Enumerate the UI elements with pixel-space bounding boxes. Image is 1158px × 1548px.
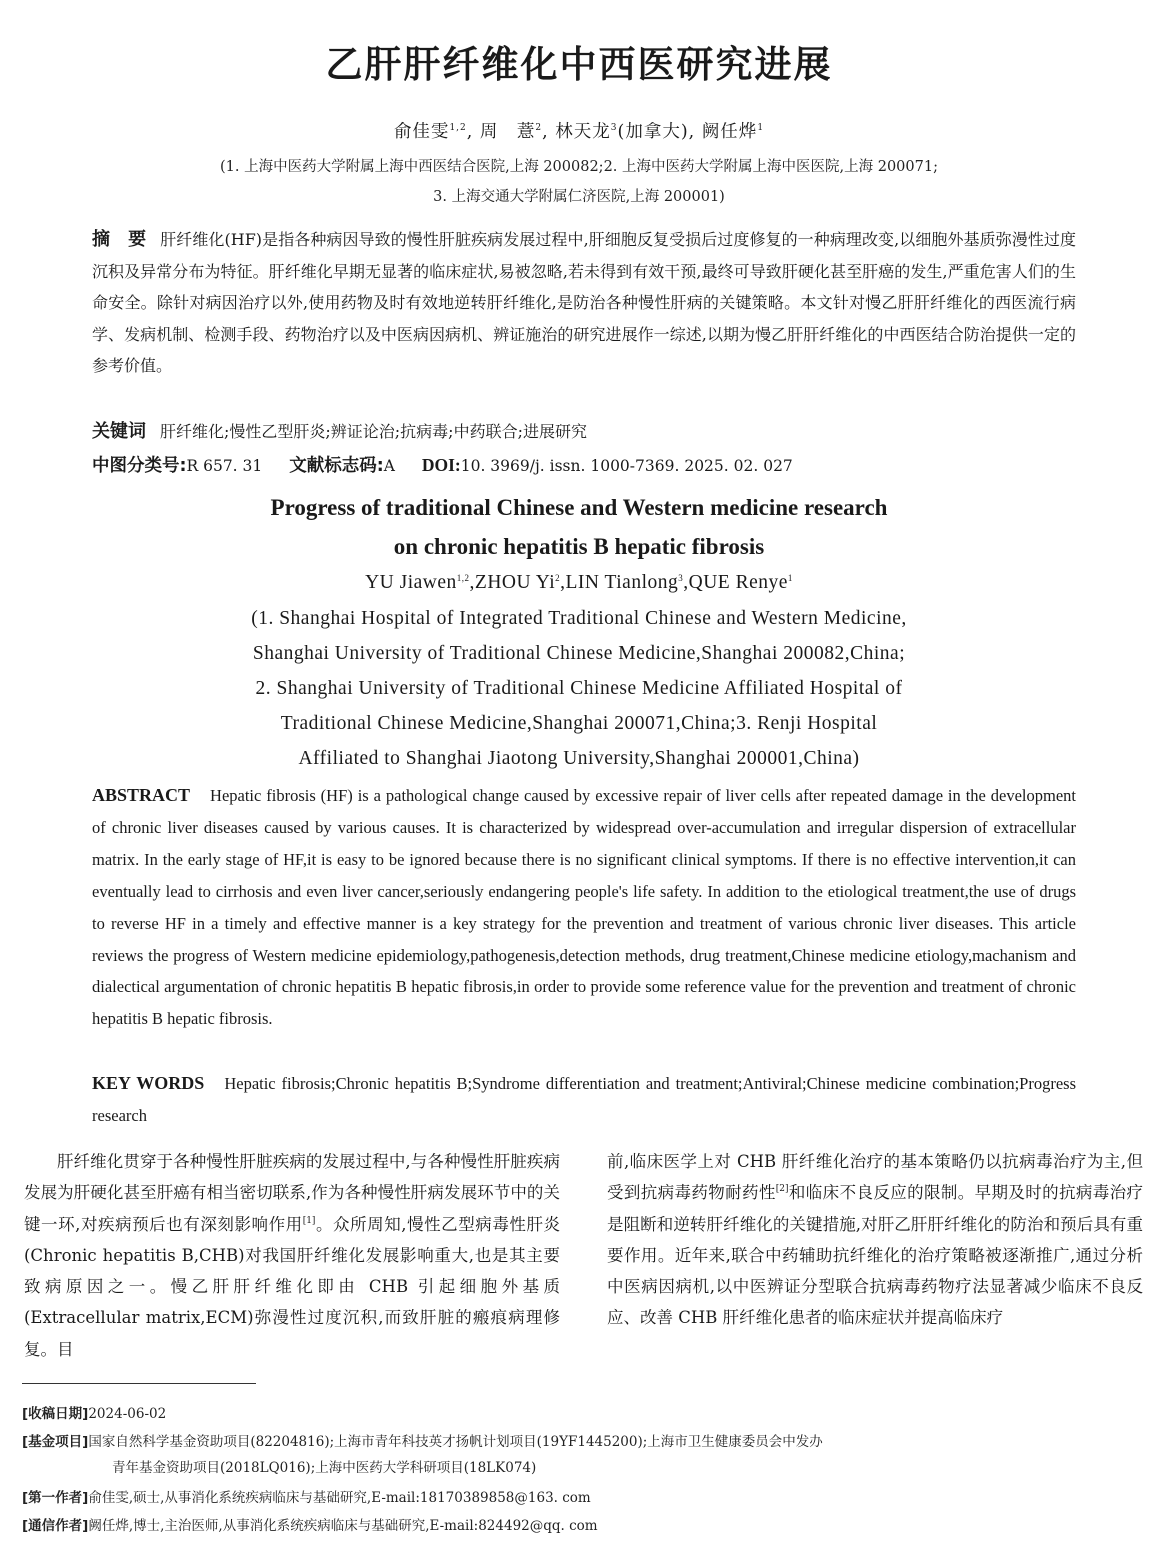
footnote-received: [22, 1402, 166, 1426]
en-abstract-label: ABSTRACT: [92, 785, 191, 805]
body-column-left: [24, 1146, 560, 1365]
en-author: LIN Tianlong: [565, 572, 679, 593]
author-sup: 3: [678, 573, 684, 583]
author-sup: 2: [535, 123, 543, 133]
doi-value: 10. 3969/j. issn. 1000-7369. 2025. 02. 027: [460, 457, 793, 475]
en-author: YU Jiawen: [365, 572, 457, 593]
zh-author: 周 薏: [479, 122, 536, 142]
zh-keywords-text: 肝纤维化;慢性乙型肝炎;辨证论治;抗病毒;中药联合;进展研究: [160, 422, 587, 441]
author-sup: 2: [555, 573, 561, 583]
clc-label: 中图分类号:: [92, 456, 187, 476]
footnote-label: [第一作者]: [22, 1490, 89, 1506]
body-paragraph: [24, 1146, 560, 1365]
citation-ref[interactable]: [2]: [775, 1184, 789, 1195]
body-column-right: [607, 1146, 1143, 1334]
footnote-value: 俞佳雯,硕士,从事消化系统疾病临床与基础研究,E-mail:18170389858@163. com: [88, 1490, 591, 1506]
author-sup: 1: [757, 123, 765, 133]
footnote-value: 2024-06-02: [88, 1406, 167, 1422]
footnote-label: [通信作者]: [22, 1518, 89, 1534]
author-sup: 1: [787, 573, 793, 583]
body-paragraph: [607, 1146, 1143, 1334]
zh-keywords: [92, 416, 1076, 448]
zh-author: 林天龙: [555, 122, 611, 142]
zh-author: 俞佳雯: [393, 122, 450, 142]
en-abstract-text: Hepatic fibrosis (HF) is a pathological change caused by excessive repair of liver cells after repeated damage in the development of chronic liver diseases caused by various causes. It is characterized by widespread over-accumulation and irregular dispersion of extracellular matrix. In the early stage of HF,it is easy to be ignored because there is no significant clinical symptoms. If there is no effective intervention,it can eventually lead to cirrhosis and even liver cancer,seriously endangering people's life safety. In addition to the etiological treatment,the use of drugs to reverse HF in a timely and effective manner is a key strategy for the prevention and treatment of various chronic liver diseases. This article reviews the progress of Western medicine epidemiology,pathogenesis,detection methods, drug treatment,Chinese medicine etiology,machanism and dialectical argumentation of chronic hepatitis B hepatic fibrosis,in order to provide some reference value for the prevention and treatment of chronic hepatitis B hepatic fibrosis.: [92, 786, 1076, 1029]
clc-value: R 657. 31: [186, 457, 263, 475]
zh-keywords-label: 关键词: [92, 421, 146, 442]
footnote-divider: [22, 1383, 256, 1384]
en-author-list: YU Jiawen$^{1,2}$,ZHOU Yi$^2$,LIN Tianlong$^3$,QUE Renye$^1$: [365, 572, 793, 593]
author-note: (加拿大): [617, 122, 689, 142]
en-keywords-text: Hepatic fibrosis;Chronic hepatitis B;Syndrome differentiation and treatment;Antiviral;Chinese medicine combination;Progress research: [92, 1074, 1077, 1125]
classification-line: [92, 452, 793, 477]
author-sup: 1,2: [456, 573, 470, 583]
footnote-value: 阙任烨,博士,主治医师,从事消化系统疾病临床与基础研究,E-mail:824492@qq. com: [88, 1518, 598, 1534]
en-affiliation-line: Affiliated to Shanghai Jiaotong University,Shanghai 200001,China): [298, 748, 860, 769]
body-text: 前,临床医学上对 CHB 肝纤维化治疗的基本策略仍以抗病毒治疗为主,但受到抗病毒药物耐药性: [607, 1152, 1143, 1203]
author-sup: 3: [610, 123, 618, 133]
footnote-first-author: [22, 1486, 591, 1510]
body-text: 和临床不良反应的限制。早期及时的抗病毒治疗是阻断和逆转肝纤维化的关键措施,对肝乙肝肝纤维化的防治和预后具有重要作用。近年来,联合中药辅助抗纤维化的治疗策略被逐渐推广,通过分析中医病因病机,以中医辨证分型联合抗病毒药物疗法显著减少临床不良反应、改善 CHB 肝纤维化患者的临床症状并提高临床疗: [607, 1183, 1144, 1328]
zh-abstract-text: 肝纤维化(HF)是指各种病因导致的慢性肝脏疾病发展过程中,肝细胞反复受损后过度修复的一种病理改变,以细胞外基质弥漫性过度沉积及异常分布为特征。肝纤维化早期无显著的临床症状,易被忽略,若未得到有效干预,最终可导致肝硬化甚至肝癌的发生,严重危害人们的生命安全。除针对病因治疗以外,使用药物及时有效地逆转肝纤维化,是防治各种慢性肝病的关键策略。本文针对慢乙肝肝纤维化的西医流行病学、发病机制、检测手段、药物治疗以及中医病因病机、辨证施治的研究进展作一综述,以期为慢乙肝肝纤维化的中西医结合防治提供一定的参考价值。: [92, 230, 1076, 375]
doc-code-value: A: [383, 457, 395, 475]
en-affiliation-line: (1. Shanghai Hospital of Integrated Traditional Chinese and Western Medicine,: [251, 608, 907, 629]
en-author: ZHOU Yi: [474, 572, 556, 593]
zh-author: 阙任烨: [701, 122, 758, 142]
author-sup: 1,2: [449, 123, 467, 133]
footnote-label: [基金项目]: [22, 1434, 89, 1450]
body-text: 。众所周知,慢性乙型病毒性肝炎(Chronic hepatitis B,CHB)对我国肝纤维化发展影响重大,也是其主要致病原因之一。慢乙肝肝纤维化即由 CHB 引起细胞外基质(Extracellular matrix,ECM)弥漫性过度沉积,而致肝脏的瘢痕病理修复。目: [24, 1214, 561, 1359]
en-title-line: on chronic hepatitis B hepatic fibrosis: [393, 534, 765, 559]
citation-ref[interactable]: [1]: [302, 1215, 316, 1226]
en-affiliation-line: 2. Shanghai University of Traditional Chinese Medicine Affiliated Hospital of: [255, 678, 903, 699]
zh-affiliation-line: (1. 上海中医药大学附属上海中西医结合医院,上海 200082;2. 上海中医药大学附属上海中医医院,上海 200071;: [220, 159, 938, 175]
en-author: QUE Renye: [688, 572, 788, 593]
paper-title: 乙肝肝纤维化中西医研究进展: [325, 43, 833, 86]
zh-abstract: [92, 224, 1076, 382]
footnote-fund-continued: 青年基金资助项目(2018LQ016);上海中医药大学科研项目(18LK074): [112, 1460, 537, 1476]
en-abstract: [92, 780, 1076, 1035]
en-affiliation-line: Shanghai University of Traditional Chinese Medicine,Shanghai 200082,China;: [252, 643, 906, 664]
doc-code-label: 文献标志码:: [289, 456, 384, 476]
footnote-value: 国家自然科学基金资助项目(82204816);上海市青年科技英才扬帆计划项目(19YF1445200);上海市卫生健康委员会中发办: [88, 1434, 823, 1450]
en-keywords: [92, 1068, 1076, 1132]
en-title-line: Progress of traditional Chinese and Western medicine research: [270, 495, 888, 520]
zh-author-list: 俞佳雯$^{1,2}$, 周 薏$^2$, 林天龙$^3$(加拿大), 阙任烨$^1$: [393, 122, 765, 142]
footnote-fund: [22, 1430, 823, 1454]
body-text: 肝纤维化贯穿于各种慢性肝脏疾病的发展过程中,与各种慢性肝脏疾病发展为肝硬化甚至肝癌有相当密切联系,作为各种慢性肝病发展环节中的关键一环,对疾病预后也有深刻影响作用: [24, 1152, 560, 1234]
zh-affiliation-line: 3. 上海交通大学附属仁济医院,上海 200001): [433, 189, 725, 205]
en-affiliation-line: Traditional Chinese Medicine,Shanghai 200071,China;3. Renji Hospital: [280, 713, 878, 734]
en-keywords-label: KEY WORDS: [92, 1073, 205, 1093]
zh-abstract-label: 摘 要: [92, 229, 147, 250]
footnote-label: [收稿日期]: [22, 1406, 89, 1422]
doi-label: DOI:: [421, 455, 461, 475]
footnote-corresponding-author: [22, 1514, 598, 1538]
